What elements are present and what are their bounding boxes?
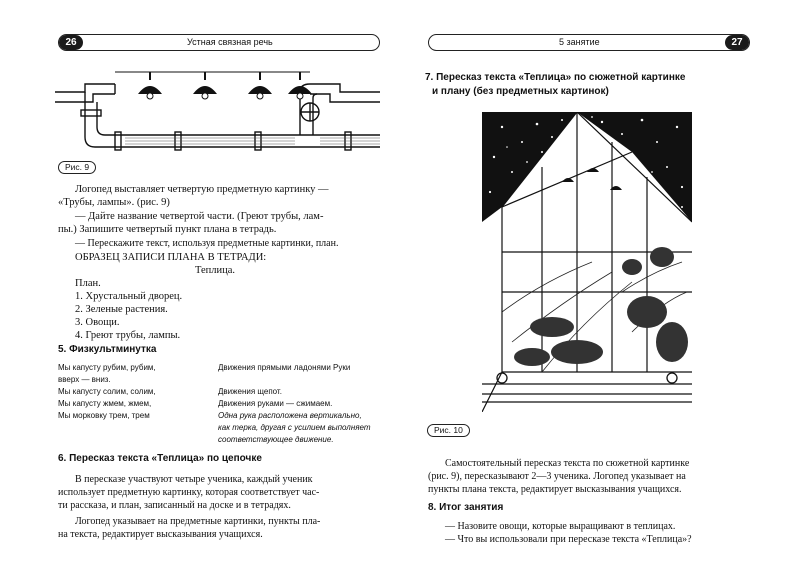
paragraph-line: — Дайте название четвертой части. (Греют трубы, лам- — [75, 211, 324, 222]
paragraph-line: «Трубы, лампы». (рис. 9) — [58, 197, 170, 208]
figure-label-10: Рис. 10 — [427, 424, 470, 437]
section-8-title: 8. Итог занятия — [428, 502, 504, 513]
section-6-line: ти рассказа, и план, записанный на доске и в тетрадях. — [58, 500, 291, 511]
plan-item: 2. Зеленые растения. — [75, 304, 168, 315]
question-line: — Что вы использовали при пересказе текста «Теплица»? — [445, 534, 692, 545]
exercise-movement: Движения щепот. — [218, 387, 282, 396]
section-6-line: на текста, редактирует высказывания учащихся. — [58, 529, 263, 540]
exercise-movement: соответствующее движение. — [218, 435, 334, 444]
section-6-line: использует предметную картинку, которая соответствует час- — [58, 487, 320, 498]
exercise-line: вверх — вниз. — [58, 375, 111, 384]
section-7-title: 7. Пересказ текста «Теплица» по сюжетной картинке — [425, 72, 686, 83]
figure-greenhouse — [482, 112, 692, 412]
paragraph-line: — Перескажите текст, используя предметные картинки, план. — [75, 238, 339, 249]
plan-title: Теплица. — [195, 265, 236, 276]
paragraph-line: Логопед выставляет четвертую предметную картинку — — [75, 184, 329, 195]
section-7-subtitle: и плану (без предметных картинок) — [432, 86, 609, 97]
running-title-left: Устная связная речь — [187, 37, 273, 47]
running-header-right — [428, 34, 750, 51]
paragraph-line: пы.) Запишите четвертый пункт плана в тетрадь. — [58, 224, 277, 235]
plan-item: 3. Овощи. — [75, 317, 120, 328]
question-line: — Назовите овощи, которые выращивают в теплицах. — [445, 521, 676, 532]
page-number-right: 27 — [725, 35, 749, 50]
plan-item: 1. Хрустальный дворец. — [75, 291, 183, 302]
plan-label: План. — [75, 278, 101, 289]
exercise-movement: Одна рука расположена вертикально, — [218, 411, 362, 420]
plan-item: 4. Греют трубы, лампы. — [75, 330, 181, 341]
page-number-left: 26 — [59, 35, 83, 50]
exercise-movement: Движения прямыми ладонями Руки — [218, 363, 351, 372]
section-5-title: 5. Физкультминутка — [58, 344, 157, 355]
section-6-title: 6. Пересказ текста «Теплица» по цепочке — [58, 453, 262, 464]
exercise-line: Мы капусту солим, солим, — [58, 387, 156, 396]
figure-label-9: Рис. 9 — [58, 161, 96, 174]
section-6-line: Логопед указывает на предметные картинки, пункты пла- — [75, 516, 321, 527]
retelling-line: Самостоятельный пересказ текста по сюжетной картинке — [445, 458, 690, 469]
retelling-line: пункты плана текста, редактирует высказывания учащихся. — [428, 484, 682, 495]
exercise-movement: Движения руками — сжимаем. — [218, 399, 333, 408]
exercise-line: Мы морковку трем, трем — [58, 411, 150, 420]
exercise-movement: как терка, другая с усилием выполняет — [218, 423, 371, 432]
section-6-line: В пересказе участвуют четыре ученика, каждый ученик — [75, 474, 313, 485]
retelling-line: (рис. 9), пересказывают 2—3 ученика. Логопед указывает на — [428, 471, 686, 482]
running-header-left — [58, 34, 380, 51]
running-title-right: 5 занятие — [559, 37, 600, 47]
exercise-line: Мы капусту жмем, жмем, — [58, 399, 152, 408]
plan-heading: ОБРАЗЕЦ ЗАПИСИ ПЛАНА В ТЕТРАДИ: — [75, 252, 267, 263]
exercise-line: Мы капусту рубим, рубим, — [58, 363, 156, 372]
figure-pipes-lamps — [55, 62, 380, 157]
